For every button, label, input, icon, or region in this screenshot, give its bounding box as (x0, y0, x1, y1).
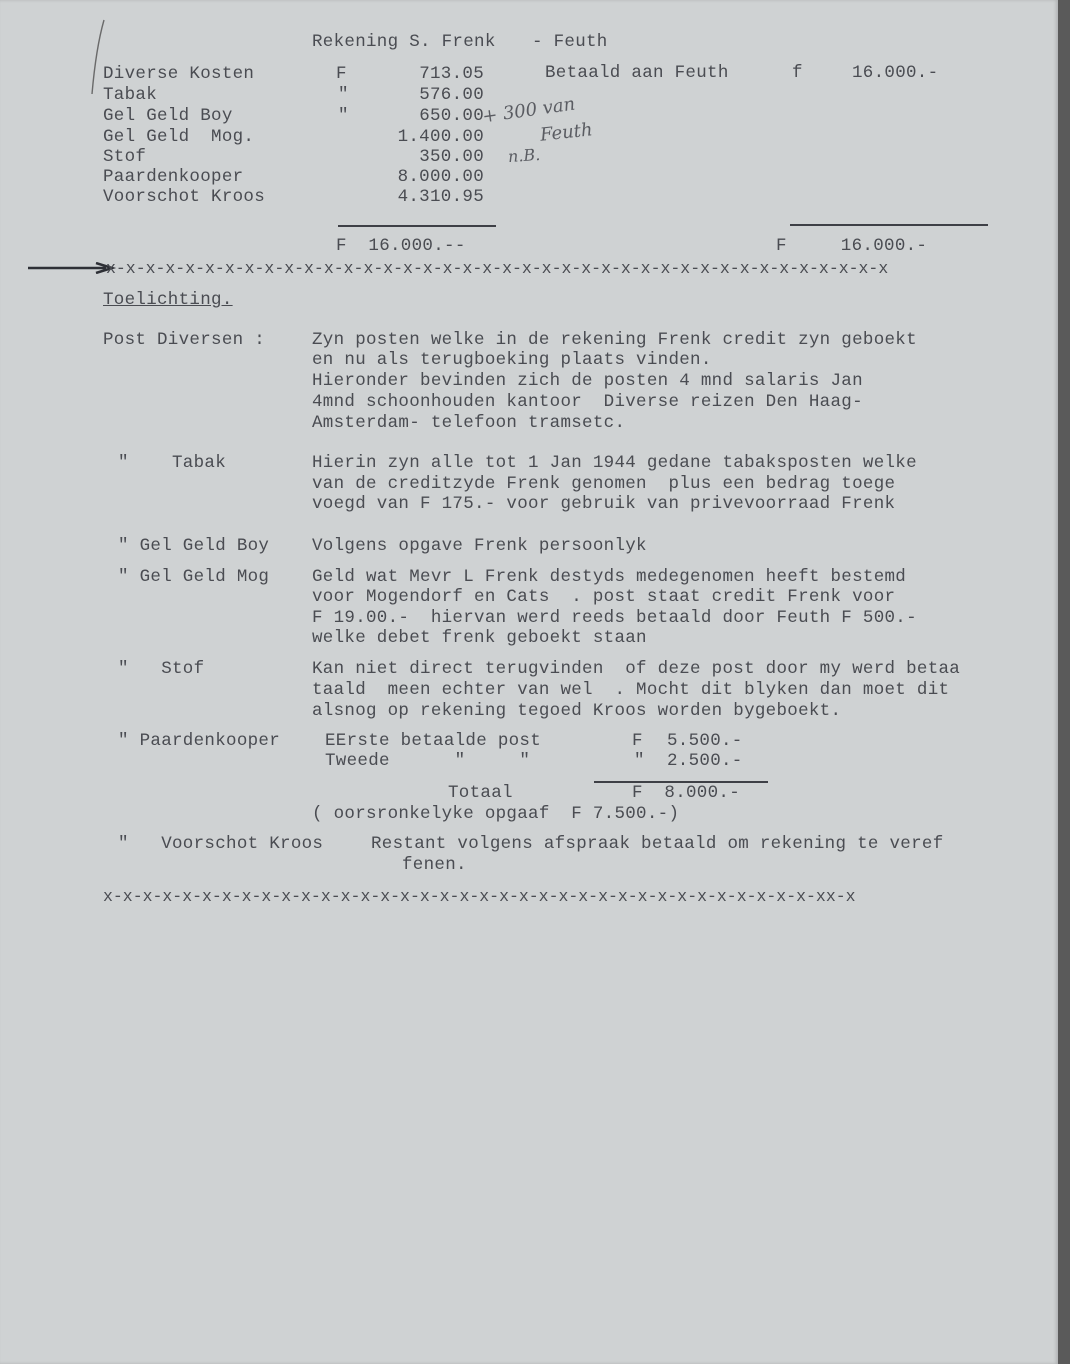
explanation-line: alsnog op rekening tegoed Kroos worden bygeboekt. (312, 701, 842, 721)
explanation-label: " Paardenkooper (118, 731, 281, 751)
ledger-amount: 713.05 (419, 64, 484, 84)
credit-amount: 16.000.- (852, 63, 939, 83)
section-heading: Toelichting. (103, 290, 233, 310)
explanation-label: Post Diversen : (103, 330, 266, 350)
ledger-currency: " (338, 106, 349, 126)
total-left: F 16.000.-- (336, 236, 466, 256)
explanation-line: Amsterdam- telefoon tramsetc. (312, 413, 626, 433)
payment-row-currency: " (634, 751, 645, 771)
original-statement: ( oorsronkelyke opgaaf F 7.500.-) (312, 804, 680, 824)
explanation-line: Kan niet direct terugvinden of deze post door my werd betaa (312, 659, 961, 679)
payment-total-label: Totaal (448, 783, 513, 803)
total-right: F 16.000.- (776, 236, 928, 256)
ledger-label: Paardenkooper (103, 167, 244, 187)
explanation-line: Geld wat Mevr L Frenk destyds medegenomen heeft bestemd (312, 567, 907, 587)
ledger-amount: 4.310.95 (397, 187, 484, 207)
ledger-label: Stof (103, 147, 147, 167)
ledger-amount: 1.400.00 (397, 127, 484, 147)
explanation-label: " Voorschot Kroos (118, 834, 324, 854)
handwritten-note: Feuth (539, 119, 594, 146)
explanation-line: Volgens opgave Frenk persoonlyk (312, 536, 647, 556)
pencil-mark (82, 18, 112, 98)
handwritten-note: n.B. (507, 144, 541, 167)
payment-row-amount: 2.500.- (667, 751, 743, 771)
credit-currency: f (792, 63, 803, 83)
explanation-label: " Tabak (118, 453, 227, 473)
total-rule (790, 224, 988, 226)
ledger-amount: 650.00 (419, 106, 484, 126)
payment-row-text: Tweede " " (325, 751, 531, 771)
explanation-line: en nu als terugboeking plaats vinden. (312, 350, 712, 370)
explanation-line: 4mnd schoonhouden kantoor Diverse reizen Den Haag- (312, 392, 863, 412)
ledger-label: Gel Geld Mog. (103, 127, 255, 147)
explanation-line: voor Mogendorf en Cats . post staat credit Frenk voor (312, 587, 896, 607)
explanation-line: F 19.00.- hiervan werd reeds betaald door Feuth F 500.- (312, 608, 917, 628)
explanation-label: " Gel Geld Boy (118, 536, 270, 556)
explanation-line: Zyn posten welke in de rekening Frenk credit zyn geboekt (312, 330, 917, 350)
explanation-line: voegd van F 175.- voor gebruik van privevoorraad Frenk (312, 494, 896, 514)
ledger-amount: 576.00 (419, 85, 484, 105)
separator-line: x-x-x-x-x-x-x-x-x-x-x-x-x-x-x-x-x-x-x-x-x-x-x-x-x-x-x-x-x-x-x-x-x-x-x-x-xx-x (103, 887, 856, 906)
page-edge (1058, 0, 1070, 1364)
ledger-label: Gel Geld Boy (103, 106, 233, 126)
payment-row-text: EErste betaalde post (325, 731, 542, 751)
handwritten-note: + 300 van (480, 93, 577, 128)
separator-line: x-x-x-x-x-x-x-x-x-x-x-x-x-x-x-x-x-x-x-x-x-x-x-x-x-x-x-x-x-x-x-x-x-x-x-x-x-x-x-x (106, 259, 889, 278)
ledger-label: Tabak (103, 85, 158, 105)
ledger-label: Diverse Kosten (103, 64, 255, 84)
title-left: Rekening S. Frenk (312, 32, 496, 52)
explanation-line: taald meen echter van wel . Mocht dit blyken dan moet dit (312, 680, 950, 700)
title-right: - Feuth (532, 32, 608, 52)
explanation-line: fenen. (402, 855, 467, 875)
explanation-line: welke debet frenk geboekt staan (312, 628, 647, 648)
arrow-mark (28, 262, 118, 274)
ledger-amount: 8.000.00 (397, 167, 484, 187)
ledger-amount: 350.00 (419, 147, 484, 167)
credit-label: Betaald aan Feuth (545, 63, 729, 83)
ledger-currency: " (338, 85, 349, 105)
payment-total-amount: F 8.000.- (632, 783, 741, 803)
total-rule (338, 225, 496, 227)
ledger-label: Voorschot Kroos (103, 187, 266, 207)
explanation-label: " Gel Geld Mog (118, 567, 270, 587)
explanation-line: Restant volgens afspraak betaald om rekening te veref (371, 834, 944, 854)
explanation-line: Hierin zyn alle tot 1 Jan 1944 gedane tabaksposten welke (312, 453, 917, 473)
payment-row-currency: F (632, 731, 643, 751)
explanation-line: van de creditzyde Frenk genomen plus een bedrag toege (312, 474, 896, 494)
explanation-label: " Stof (118, 659, 205, 679)
ledger-currency: F (336, 64, 347, 84)
payment-row-amount: 5.500.- (667, 731, 743, 751)
explanation-line: Hieronder bevinden zich de posten 4 mnd salaris Jan (312, 371, 863, 391)
